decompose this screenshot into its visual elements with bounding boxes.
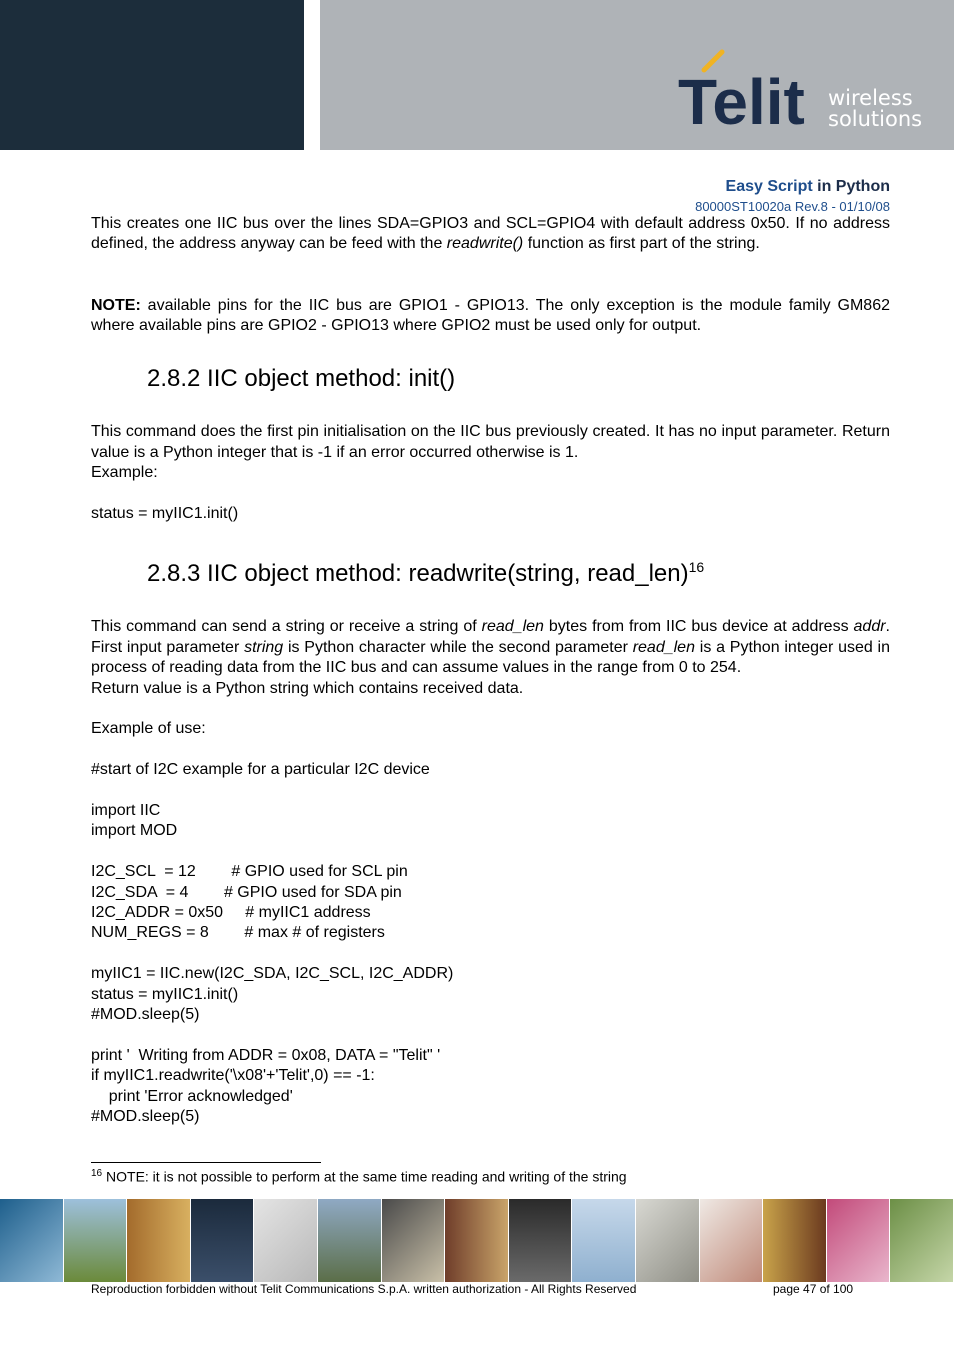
footnote-text: NOTE: it is not possible to perform at the same time reading and writing of the string xyxy=(102,1168,627,1185)
return-value-text: Return value is a Python string which contains received data. xyxy=(91,679,524,697)
page-content xyxy=(91,214,890,1127)
code-line: #MOD.sleep(5) xyxy=(91,1108,200,1126)
footnote-number: 16 xyxy=(91,1168,103,1179)
document-reference: 80000ST10020a Rev.8 - 01/10/08 xyxy=(695,199,890,214)
emphasis-string: string xyxy=(244,638,284,656)
emphasis-addr: addr xyxy=(853,618,886,636)
code-line: #MOD.sleep(5) xyxy=(91,1006,200,1024)
text-span: function as first part of the string. xyxy=(523,235,760,253)
text-span: This command can send a string or receive a string of xyxy=(91,618,482,636)
text-span: is a Python integer used in process of reading data from the IIC bus and can assume values in the range from 0 to 254. xyxy=(91,638,890,677)
text-span: is Python character while the second parameter xyxy=(283,638,633,656)
photo-tile xyxy=(763,1199,827,1282)
text-span: bytes from from IIC bus device at address xyxy=(543,618,854,636)
footnote-separator xyxy=(91,1162,321,1163)
photo-tile xyxy=(827,1199,891,1282)
code-example xyxy=(91,760,890,1127)
logo-wordmark: Telit xyxy=(678,66,805,130)
code-line xyxy=(91,842,890,862)
heading-readwrite xyxy=(91,552,890,589)
note-label: NOTE: xyxy=(91,296,141,314)
example-of-use-label: Example of use: xyxy=(91,720,206,738)
photo-tile xyxy=(636,1199,700,1282)
telit-logo xyxy=(678,48,928,130)
photo-tile xyxy=(191,1199,255,1282)
text-span: This creates one IIC bus over the lines SDA=GPIO3 and SCL=GPIO4 with default address 0x50. If no address defined, the address anyway can be feed with the xyxy=(91,215,890,253)
footer-page-number: page 47 of 100 xyxy=(773,1282,854,1296)
text-span: . First input parameter xyxy=(91,618,890,656)
code-line xyxy=(91,1025,890,1045)
photo-strip xyxy=(0,1199,954,1282)
photo-tile xyxy=(700,1199,764,1282)
emphasis-readwrite: readwrite() xyxy=(446,235,524,253)
code-line: I2C_SCL = 12 # GPIO used for SCL pin xyxy=(91,863,408,881)
emphasis-read-len: read_len xyxy=(481,618,544,636)
photo-tile xyxy=(64,1199,128,1282)
code-line: myIIC1 = IIC.new(I2C_SDA, I2C_SCL, I2C_ADDR) xyxy=(91,965,454,983)
logo-tagline-solutions: solutions xyxy=(828,107,923,130)
title-in-python: in Python xyxy=(812,178,890,195)
logo-tagline-wireless: wireless xyxy=(828,86,913,110)
note-text: available pins for the IIC bus are GPIO1 - GPIO13. The only exception is the module family GM862 where available pins are GPIO2 - GPIO13 where GPIO2 must be used only for output. xyxy=(91,296,890,334)
code-line: import IIC xyxy=(91,802,161,820)
code-line: status = myIIC1.init() xyxy=(91,985,239,1003)
code-line xyxy=(91,781,890,801)
code-line: #start of I2C example for a particular I2C device xyxy=(91,761,430,779)
init-description: This command does the first pin initialisation on the IIC bus previously created. It has no input parameter. Return value is a Python integer that is -1 if an error occurred otherwise is 1. xyxy=(91,423,890,461)
code-line: print ' Writing from ADDR = 0x08, DATA = "Telit" ' xyxy=(91,1046,441,1064)
code-line: I2C_SDA = 4 # GPIO used for SDA pin xyxy=(91,883,402,901)
emphasis-read-len: read_len xyxy=(632,638,695,656)
photo-tile xyxy=(127,1199,191,1282)
heading-readwrite-text: 2.8.3 IIC object method: readwrite(string, read_len) xyxy=(147,560,689,588)
init-example-code: status = myIIC1.init() xyxy=(91,505,239,523)
example-label: Example: xyxy=(91,464,158,482)
photo-tile xyxy=(445,1199,509,1282)
footnote-reference: 16 xyxy=(688,559,705,576)
code-line: if myIIC1.readwrite('\x08'+'Telit',0) == -1: xyxy=(91,1067,375,1085)
code-line: I2C_ADDR = 0x50 # myIIC1 address xyxy=(91,904,371,922)
photo-tile xyxy=(890,1199,954,1282)
photo-tile xyxy=(254,1199,318,1282)
code-line: NUM_REGS = 8 # max # of registers xyxy=(91,924,385,942)
photo-tile xyxy=(0,1199,64,1282)
document-title xyxy=(726,178,890,196)
paragraph-iic-bus xyxy=(91,214,890,255)
code-line: print 'Error acknowledged' xyxy=(91,1087,293,1105)
note-paragraph xyxy=(91,296,890,337)
readwrite-description xyxy=(91,617,890,678)
heading-init: 2.8.2 IIC object method: init() xyxy=(147,365,456,393)
header-dark-panel xyxy=(0,0,304,150)
photo-tile xyxy=(318,1199,382,1282)
photo-tile xyxy=(509,1199,573,1282)
footer-rights: Reproduction forbidden without Telit Communications S.p.A. written authorization - All Rights Reserved xyxy=(91,1282,637,1296)
code-line xyxy=(91,944,890,964)
photo-tile xyxy=(572,1199,636,1282)
photo-tile xyxy=(382,1199,446,1282)
title-easy-script: Easy Script xyxy=(725,178,813,195)
footnote xyxy=(91,1168,627,1185)
code-line: import MOD xyxy=(91,822,178,840)
